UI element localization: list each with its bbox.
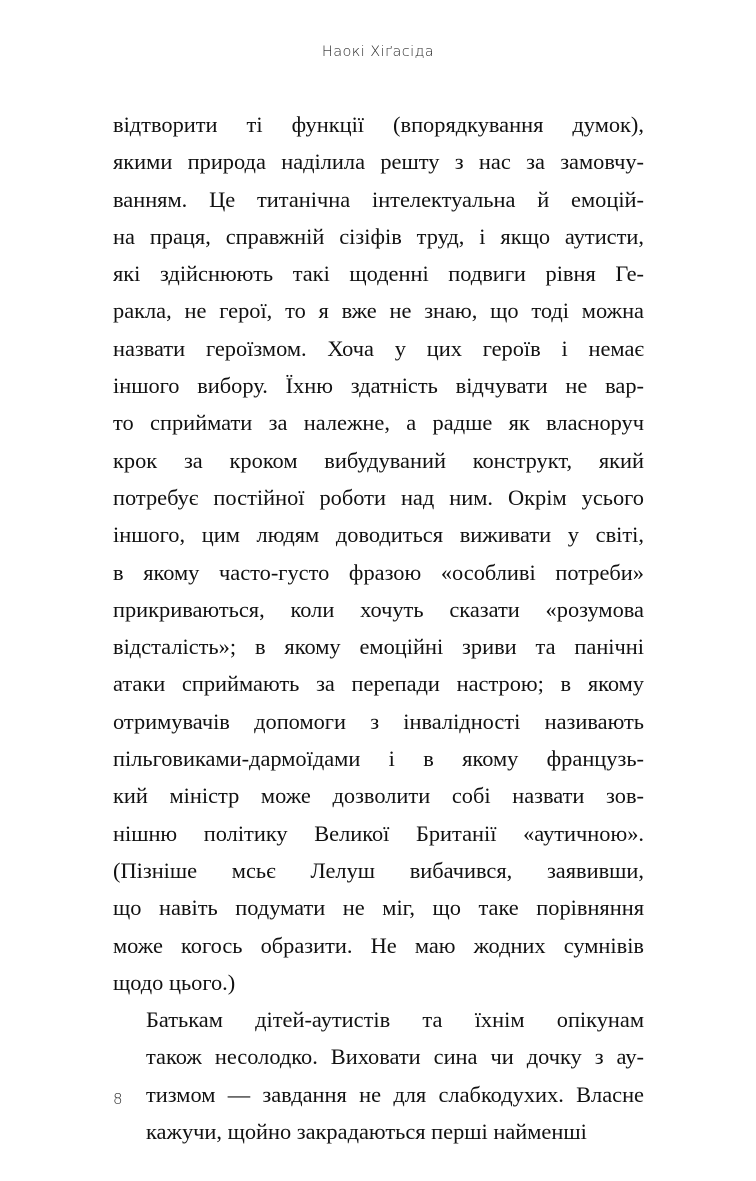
- text-line: ракла, не герої, то я вже не знаю, що тоді можна: [113, 298, 644, 324]
- text-line: (Пізніше мсьє Лелуш вибачився, заявивши,: [113, 857, 644, 883]
- text-line: в якому часто-густо фразою «особливі потреби»: [113, 559, 644, 585]
- text-line: отримувачів допомоги з інвалідності називають: [113, 708, 644, 734]
- text-line: може когось образити. Не маю жодних сумнівів: [113, 932, 644, 958]
- text-line: атаки сприймають за перепади настрою; в якому: [113, 671, 644, 697]
- text-line: кий міністр може дозволити собі назвати зов-: [113, 783, 644, 809]
- text-line: то сприймати за належне, а радше як власноруч: [113, 410, 644, 436]
- text-line: крок за кроком вибудуваний конструкт, який: [113, 447, 644, 473]
- text-line: пільговиками-дармоїдами і в якому французь-: [113, 746, 644, 772]
- body-text-block: [113, 106, 644, 1150]
- text-line: назвати героїзмом. Хоча у цих героїв і немає: [113, 335, 644, 361]
- text-line: щодо цього.): [113, 969, 236, 995]
- text-line: відтворити ті функції (впорядкування думок),: [113, 112, 644, 137]
- text-line: іншого, цим людям доводиться виживати у світі,: [113, 522, 644, 548]
- text-line: іншого вибору. Їхню здатність відчувати не вар-: [113, 373, 644, 399]
- text-line: нішню політику Великої Британії «аутичною».: [113, 820, 644, 846]
- paragraph: [113, 1001, 644, 1150]
- paragraph: [113, 106, 644, 1001]
- text-line: на праця, справжній сізіфів труд, і якщо аутисти,: [113, 223, 644, 249]
- page-number: 8: [113, 1090, 123, 1108]
- text-line: якими природа наділила решту з нас за замовчу-: [113, 149, 644, 175]
- running-head: Наокі Хіґасіда: [321, 44, 435, 60]
- text-line: відсталість»; в якому емоційні зриви та панічні: [113, 634, 644, 660]
- text-line: кажучи, щойно закрадаються перші найменші: [146, 1119, 587, 1145]
- text-line: потребує постійної роботи над ним. Окрім усього: [113, 484, 644, 510]
- text-line: також несолодко. Виховати сина чи дочку з ау-: [146, 1044, 644, 1070]
- text-line: які здійснюють такі щоденні подвиги рівня Ге-: [113, 261, 644, 287]
- text-line: Батькам дітей-аутистів та їхнім опікунам: [146, 1007, 644, 1033]
- text-line: ванням. Це титанічна інтелектуальна й емоцій-: [113, 186, 644, 212]
- text-line: тизмом — завдання не для слабкодухих. Власне: [146, 1081, 644, 1107]
- text-line: що навіть подумати не міг, що таке порівняння: [113, 895, 644, 921]
- text-line: прикриваються, коли хочуть сказати «розумова: [113, 596, 644, 622]
